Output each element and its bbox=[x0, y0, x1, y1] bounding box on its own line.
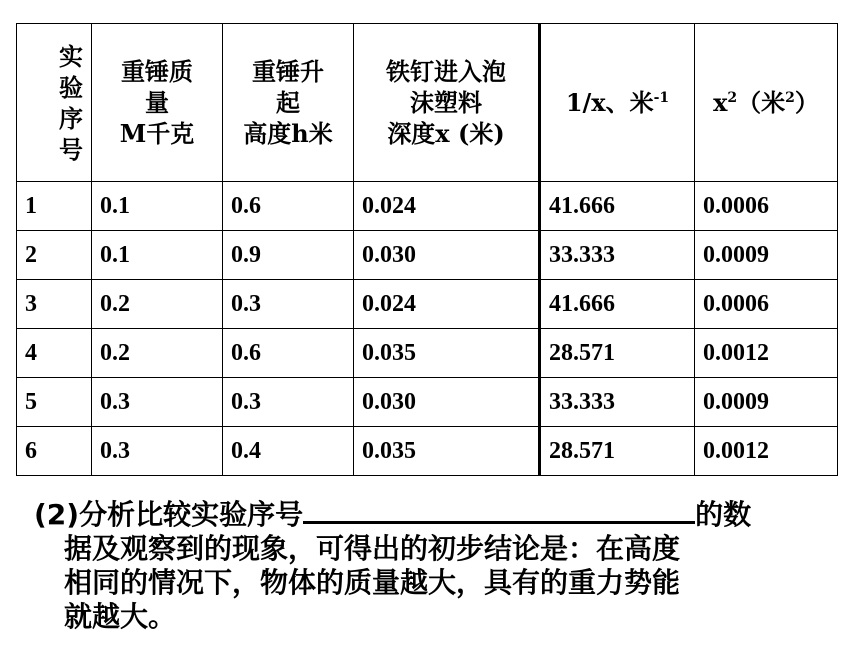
question-after-blank: 的数 bbox=[695, 498, 752, 531]
table-cell: 0.2 bbox=[92, 280, 223, 329]
table-row bbox=[17, 427, 838, 476]
header-hammer-height: 重锤升 起 高度h米 bbox=[223, 24, 354, 182]
header-nail-depth: 铁钉进入泡 沫塑料 深度x (米) bbox=[354, 24, 540, 182]
header-reciprocal-depth-text: 1/x、米 bbox=[565, 88, 654, 117]
question-line-3: 相同的情况下，物体的质量越大，具有的重力势能 bbox=[64, 566, 681, 599]
table-cell: 0.3 bbox=[92, 427, 223, 476]
table-cell: 0.0009 bbox=[695, 231, 838, 280]
table-cell: 0.0006 bbox=[695, 280, 838, 329]
answer-blank bbox=[303, 495, 695, 524]
table-cell: 0.2 bbox=[92, 329, 223, 378]
question-prefix: (2)分析比较实验序号 bbox=[34, 498, 304, 531]
table-cell: 41.666 bbox=[540, 182, 695, 231]
table-cell: 0.0006 bbox=[695, 182, 838, 231]
table-cell: 0.6 bbox=[223, 182, 354, 231]
table-cell: 0.030 bbox=[354, 231, 540, 280]
table-cell: 28.571 bbox=[540, 329, 695, 378]
header-depth-squared-x: x bbox=[713, 88, 728, 117]
question-line-2: 据及观察到的现象，可得出的初步结论是：在高度 bbox=[64, 532, 681, 565]
experiment-table bbox=[16, 23, 838, 476]
table-cell: 0.035 bbox=[354, 329, 540, 378]
header-depth-squared-sup-2: 2 bbox=[785, 90, 795, 106]
table-row bbox=[17, 378, 838, 427]
table-cell: 0.3 bbox=[223, 378, 354, 427]
table-cell: 3 bbox=[17, 280, 92, 329]
header-reciprocal-depth bbox=[540, 24, 695, 182]
table-cell: 0.1 bbox=[92, 231, 223, 280]
header-reciprocal-depth-sup: -1 bbox=[653, 90, 670, 106]
table-cell: 33.333 bbox=[540, 378, 695, 427]
table-cell: 28.571 bbox=[540, 427, 695, 476]
header-hammer-mass: 重锤质 量 M千克 bbox=[92, 24, 223, 182]
table-row bbox=[17, 182, 838, 231]
table-cell: 5 bbox=[17, 378, 92, 427]
table-cell: 6 bbox=[17, 427, 92, 476]
table-cell: 0.0012 bbox=[695, 329, 838, 378]
table-cell: 33.333 bbox=[540, 231, 695, 280]
table-cell: 0.024 bbox=[354, 280, 540, 329]
table-header-row bbox=[17, 24, 838, 182]
table-cell: 0.1 bbox=[92, 182, 223, 231]
table-cell: 0.035 bbox=[354, 427, 540, 476]
table-cell: 2 bbox=[17, 231, 92, 280]
question-paragraph bbox=[34, 495, 824, 634]
table-cell: 0.6 bbox=[223, 329, 354, 378]
header-depth-squared-close: ） bbox=[794, 88, 819, 117]
header-depth-squared-unit: （米 bbox=[737, 88, 786, 117]
table-cell: 0.4 bbox=[223, 427, 354, 476]
header-depth-squared-sup-1: 2 bbox=[727, 90, 738, 106]
question-line-4: 就越大。 bbox=[64, 600, 177, 633]
header-experiment-number: 实 验 序 号 bbox=[17, 24, 92, 182]
table-cell: 0.3 bbox=[92, 378, 223, 427]
table-cell: 41.666 bbox=[540, 280, 695, 329]
table-cell: 1 bbox=[17, 182, 92, 231]
table-cell: 0.0012 bbox=[695, 427, 838, 476]
table-cell: 0.024 bbox=[354, 182, 540, 231]
question-line-1 bbox=[34, 495, 824, 532]
table-cell: 0.0009 bbox=[695, 378, 838, 427]
table-row bbox=[17, 329, 838, 378]
table-row bbox=[17, 280, 838, 329]
table-cell: 0.030 bbox=[354, 378, 540, 427]
table-cell: 0.3 bbox=[223, 280, 354, 329]
table-row bbox=[17, 231, 838, 280]
table-cell: 0.9 bbox=[223, 231, 354, 280]
table-cell: 4 bbox=[17, 329, 92, 378]
header-depth-squared bbox=[695, 24, 838, 182]
